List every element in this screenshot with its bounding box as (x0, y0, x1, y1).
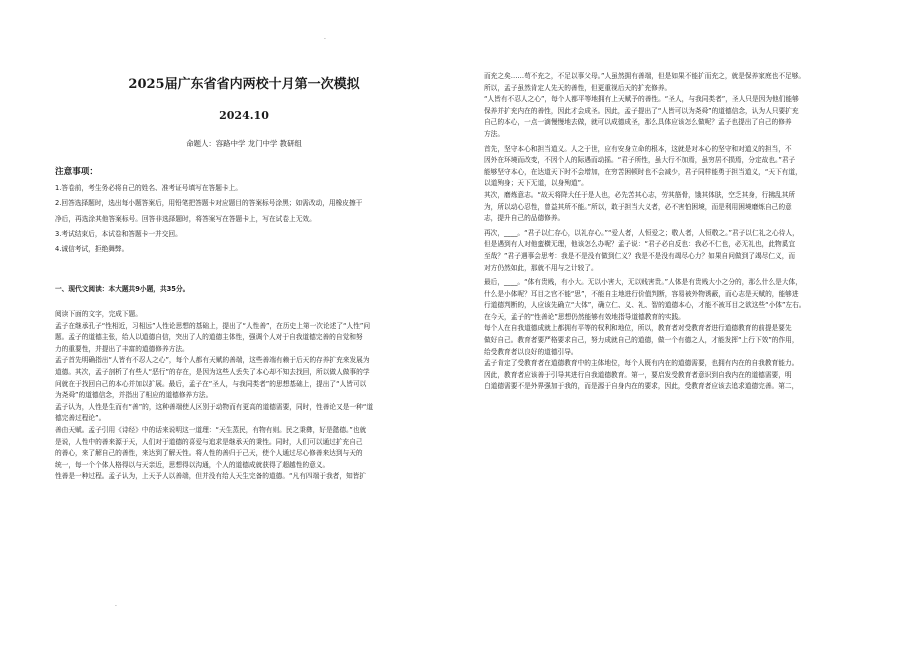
section-heading: 一、现代文阅读：本大题共9小题，共35分。 (55, 285, 190, 293)
passage-line: 在今天，孟子的“性善论”思想仍然能够有效地指导道德教育的实践。 (484, 312, 685, 321)
passage-line: 孟子肯定了受教育者在道德教育中的主体地位，每个人既有内在的道德需要，也拥有内在的自我教育能力。 (484, 359, 799, 368)
passage-line: 什么是小体呢？耳目之官不能“思”，不能自主地进行价值判断，容易被外物诱蔽，而心志是天赋的，能够进 (484, 289, 799, 298)
passage-line: 给受教育者以良好的道德引导。 (484, 347, 578, 356)
passage-line: 每个人在自我道德成就上都拥有平等的权利和地位，所以，教育者对受教育者进行道德教育的前提是要先 (484, 324, 792, 333)
passage-line: 孟子在继承孔子“性相近，习相远”人性论思想的基础上，提出了“人性善”，在历史上第一次论述了“人性”问 (55, 321, 371, 330)
notice-list (55, 183, 435, 259)
notice-item: 4.诚信考试，拒绝舞弊。 (55, 245, 129, 254)
passage-line: 对方仍然如此，那就不用与之计较了。 (484, 263, 598, 272)
passage-line: 力的重要性，并提出了丰富的道德修养方法。 (55, 344, 189, 353)
passage-line: 最后，____。“体有贵贱，有小大。无以小害大，无以贱害贵。”人体是有贵贱大小之分的，那么什么是大体， (484, 278, 802, 287)
passage-line: 再次，____。“君子以仁存心，以礼存心。”“爱人者，人恒爱之；敬人者，人恒敬之。”君子以仁礼之心待人， (484, 228, 799, 237)
exam-authors: 命题人：容路中学 龙门中学 教研组 (186, 139, 302, 148)
passage-line: 首先，坚守本心和担当道义。人之于世，应有安身立命的根本，这就是对本心的坚守和对道义的担当，不 (484, 144, 792, 153)
passage-line: 因此，教育者应该善于引导其进行自我道德教育。第一，要启发受教育者意识到自我内在的道德需要，明 (484, 370, 792, 379)
passage-line: 以道殉身；天下无道，以身殉道”。 (484, 179, 588, 188)
passage-line: 统一，每一个个体人格得以与天亲近，思想得以沟通，个人的道德成就获得了超越性的意义。 (55, 460, 330, 469)
passage-line: 至哉？”君子遇事会思考：我是不是没有做到仁义？我是不是没有竭尽心力？如果自问做到了竭尽仁义，而 (484, 251, 796, 260)
passage-intro: 阅读下面的文字，完成下题。 (55, 310, 142, 318)
passage-line: “人皆有不忍人之心”，每个人都平等地拥有上天赋予的善性。“圣人，与我同类者”，圣人只是因为他们能够 (484, 95, 799, 104)
passage-line: 性善是一种过程。孟子认为，上天予人以善端，但并没有给人天生完备的道德。“凡有四端于我者，知皆扩 (55, 472, 367, 481)
passage-line: 的善心，来了解自己的善性，来达到了解天性。将人性的善归于己天，使个人通过尽心修善来达到与天的 (55, 449, 363, 458)
passage-line: 志，提升自己的品德修养。 (484, 214, 565, 223)
passage-line: 德完善过程论”。 (55, 414, 106, 423)
passage-line: 问就在于找回自己的本心并加以扩展。最后，孟子在“圣人，与我同类者”的思想基础上，提出了“人皆可以 (55, 379, 367, 388)
passage-left-column (55, 309, 437, 483)
scan-dot-top: · (324, 36, 326, 43)
passage-line: 善由天赋。孟子引用《诗经》中的话来说明这一道理：“天生蒸民，有物有则。民之秉彝，好是懿德。”也就 (55, 425, 367, 434)
notice-item: 净后，再选涂其他答案标号。回答非选择题时，将答案写在答题卡上，写在试卷上无效。 (55, 214, 316, 223)
notice-item: 3.考试结束后，本试卷和答题卡一并交回。 (55, 229, 182, 238)
passage-line: 而充之矣……苟不充之，不足以事父母。”人虽然拥有善端，但是如果不能扩而充之，就是保养家庭也不足够。 (484, 72, 806, 80)
notice-heading: 注意事项： (55, 167, 98, 177)
notice-item: 1.答卷前，考生务必将自己的姓名、准考证号填写在答题卡上。 (55, 184, 242, 192)
passage-line: 孟子认为，人性是生而有“善”的，这种善端使人区别于动物而有更高的道德需要，同时，性善论又是一种“道 (55, 402, 374, 411)
exam-title: 2025届广东省省内两校十月第一次模拟 (128, 77, 360, 92)
passage-line: 白道德需要不是外界强加于我的，而是源于自身内在的要求，因此，受教育者应该去追求道德完善。第二， (484, 382, 799, 391)
passage-line: 因外在环境而改变，不因个人的际遇而动摇。“君子所性，虽大行不加焉，虽穷居不损焉，分定故也。”君子 (484, 156, 796, 165)
passage-line: 为尧舜”的道德信念，并指出了相应的道德修养方法。 (55, 391, 213, 400)
passage-line: 方法。 (484, 129, 505, 138)
passage-line: 所以，孟子虽然肯定人先天的善性，但更重视后天的扩充修养。 (484, 83, 672, 92)
passage-line: 能够坚守本心，在达道天下时不会增加，在穷苦困顿时也不会减少，君子同样能勇于担当道义，“天下有道， (484, 167, 802, 176)
passage-line: 为，所以动心忍性，曾益其所不能。”所以，敢于担当大义者，必不害怕困境，而是利用困境磨炼自己的意 (484, 202, 792, 211)
passage-line: 是说，人性中的善来源于天，人们对于道德的喜爱与追求是继承天的秉性。同时，人们可以通过扩充自己 (55, 437, 363, 446)
passage-line: 行道德判断的，人应该先确立“大体”，确立仁、义、礼、智的道德本心，才能不被耳目之欲这些“小体”左右。 (484, 301, 806, 310)
section1-header (55, 284, 437, 296)
exam-date: 2024.10 (219, 109, 269, 122)
passage-line: 题。孟子的道德主张，给人以道德自信，突出了人的道德主体性，强调个人对于自我道德完善的自觉和努 (55, 333, 363, 342)
passage-right-column (484, 71, 876, 393)
passage-line: 其次，磨炼意志。“故天将降大任于是人也，必先苦其心志，劳其筋骨，饿其体肤，空乏其身，行拂乱其所 (484, 190, 796, 199)
passage-line: 但是遇到有人对他蛮横无理，他该怎么办呢？孟子说：“君子必自反也：我必不仁也，必无礼也，此物奚宜 (484, 240, 796, 249)
passage-line: 做好自己。教育者要严格要求自己，努力成就自己的道德，做一个有德之人，才能发挥“上行下效”的作用， (484, 336, 799, 345)
passage-line: 自己的本心，一点一滴慢慢地去做，就可以成德成圣，那么具体应该怎么做呢？孟子也提出了自己的修养 (484, 118, 792, 127)
notice-item: 2.回答选择题时，选出每小题答案后，用铅笔把答题卡对应题目的答案标号涂黑；如需改动，用橡皮擦干 (55, 199, 363, 208)
scan-dot-bottom: · (115, 603, 117, 610)
passage-line: 保养并扩充内在的善性，因此才会成圣。因此，孟子提出了“人皆可以为尧舜”的道德信念，认为人只要扩充 (484, 106, 799, 115)
passage-line: 道德。其次，孟子剖析了有些人“恶行”的存在，是因为这些人丢失了本心却不知去找回，所以做人做事的学 (55, 367, 370, 376)
passage-line: 孟子首先明确指出“人皆有不忍人之心”，每个人都有天赋的善端，这些善端有赖于后天的存养扩充来发展为 (55, 356, 370, 365)
